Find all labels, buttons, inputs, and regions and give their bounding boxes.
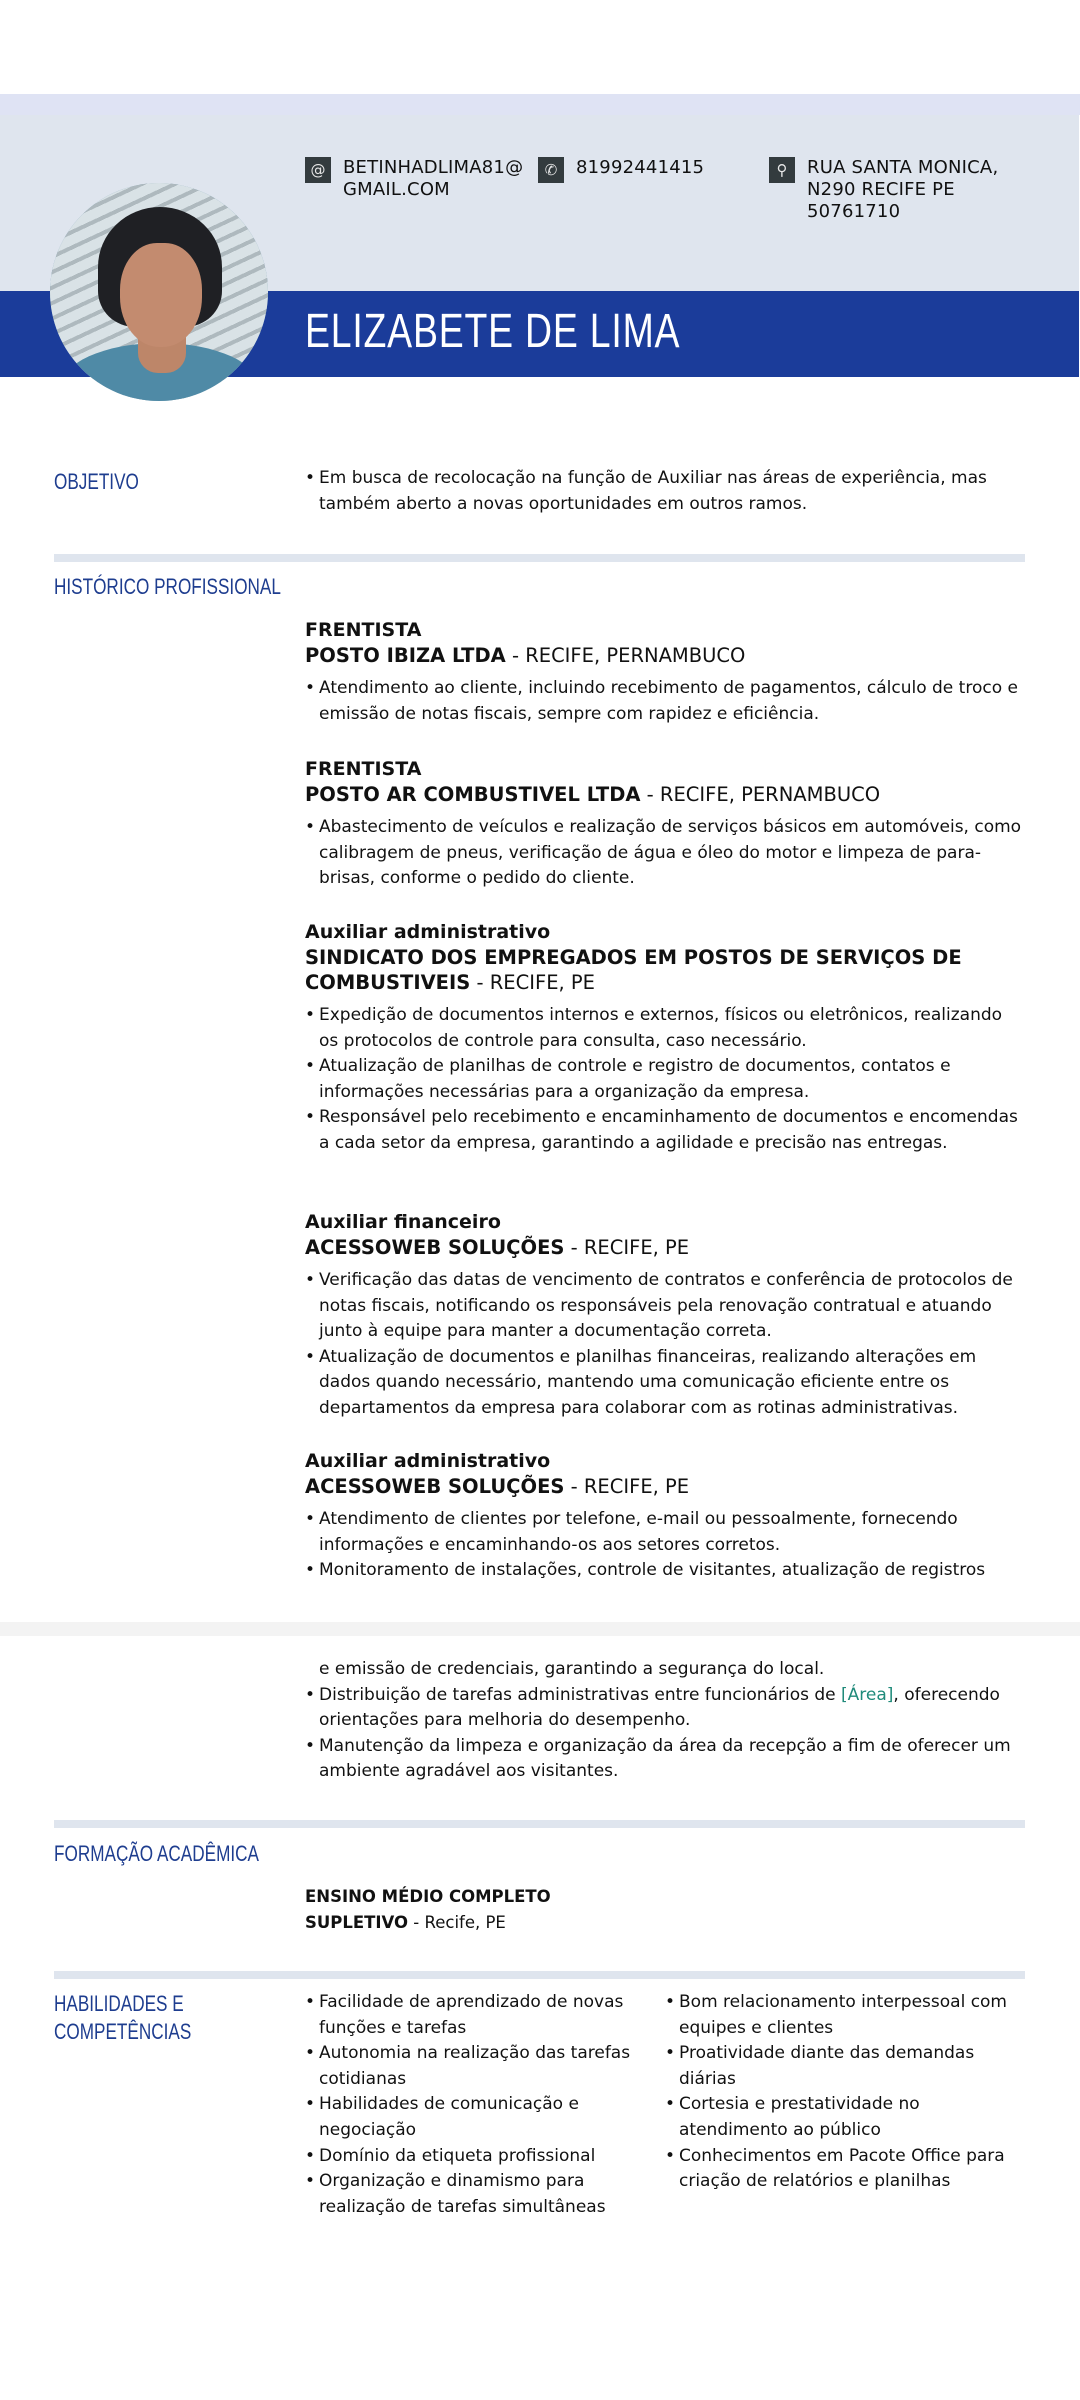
job-location: - RECIFE, PE [564, 1236, 690, 1259]
section-heading-skills [54, 1990, 191, 2046]
job-company-line [305, 643, 1025, 668]
skill-item: • Cortesia e prestatividade no atendimento ao público [665, 2092, 1010, 2143]
job-bullet: • Monitoramento de instalações, controle de visitantes, atualização de registros [305, 1558, 1025, 1584]
job-title: FRENTISTA [305, 619, 422, 641]
skill-item: • Habilidades de comunicação e negociação [305, 2092, 650, 2143]
company-name: POSTO AR COMBUSTIVEL LTDA [305, 783, 641, 806]
skills-heading-line-1: HABILIDADES E [54, 1991, 184, 2016]
job-title: Auxiliar financeiro [305, 1211, 501, 1233]
company-name: ACESSOWEB SOLUÇÕES [305, 1236, 565, 1259]
contact-phone [538, 157, 704, 183]
job-bullet: • Abastecimento de veículos e realização de serviços básicos em automóveis, como calibragem de pneus, verificação de água e óleo do motor e limpeza de para-brisas, conforme o pedido do cliente. [305, 815, 1025, 892]
objective-content [305, 466, 1025, 517]
skills-heading-line-2: COMPETÊNCIAS [54, 2019, 192, 2044]
email-line-1: BETINHADLIMA81@ [343, 157, 524, 178]
education-school: SUPLETIVO [305, 1913, 409, 1932]
page-break [0, 1622, 1080, 1636]
profile-photo [50, 183, 268, 401]
skills-list-right [665, 1990, 1010, 2195]
job-entry [305, 1210, 1025, 1422]
education-school-line [305, 1910, 1025, 1936]
job-bullet: • Atualização de planilhas de controle e registro de documentos, contatos e informações necessárias para a organização da empresa. [305, 1054, 1025, 1105]
job-company-line [305, 1235, 1025, 1260]
job-bullet: • Atualização de documentos e planilhas financeiras, realizando alterações em dados quando necessário, mantendo uma comunicação eficiente entre os departamentos da empresa para colaborar com as rotinas administrativas. [305, 1345, 1025, 1422]
job-title: Auxiliar administrativo [305, 1450, 551, 1472]
at-icon: @ [305, 157, 331, 183]
skill-item: • Proatividade diante das demandas diárias [665, 2041, 1010, 2092]
job-location: - RECIFE, PERNAMBUCO [640, 783, 881, 806]
skill-item: • Conhecimentos em Pacote Office para criação de relatórios e planilhas [665, 2144, 1010, 2195]
job-company-line [305, 945, 1025, 995]
job-bullet: • Distribuição de tarefas administrativas entre funcionários de [Área], oferecendo orientações para melhoria do desempenho. [305, 1683, 1025, 1734]
job-bullet: • Verificação das datas de vencimento de contratos e conferência de protocolos de notas fiscais, notificando os responsáveis pela renovação contratual e atuando junto à equipe para manter a documentação correta. [305, 1268, 1025, 1345]
company-name: ACESSOWEB SOLUÇÕES [305, 1475, 565, 1498]
job-bullet: • Atendimento ao cliente, incluindo recebimento de pagamentos, cálculo de troco e emissão de notas fiscais, sempre com rapidez e eficiência. [305, 676, 1025, 727]
job-location: - RECIFE, PE [564, 1475, 690, 1498]
address-line-1: RUA SANTA MONICA, [807, 157, 999, 178]
skill-item: • Organização e dinamismo para realização de tarefas simultâneas [305, 2169, 650, 2220]
section-heading-objective: OBJETIVO [54, 469, 139, 494]
section-divider [54, 1971, 1025, 1979]
skill-item: • Domínio da etiqueta profissional [305, 2144, 650, 2170]
section-divider [54, 554, 1025, 562]
skill-item: • Autonomia na realização das tarefas cotidianas [305, 2041, 650, 2092]
job-company-line [305, 1474, 1025, 1499]
skill-item: • Bom relacionamento interpessoal com equipes e clientes [665, 1990, 1010, 2041]
job-location: - RECIFE, PERNAMBUCO [505, 644, 746, 667]
contact-email [305, 157, 523, 201]
job-entry [305, 757, 1025, 892]
phone-number: 81992441415 [576, 157, 705, 178]
skills-list-left [305, 1990, 650, 2220]
phone-icon: ✆ [538, 157, 564, 183]
job-bullet-continuation: e emissão de credenciais, garantindo a segurança do local. [319, 1659, 825, 1679]
education-degree: ENSINO MÉDIO COMPLETO [305, 1887, 551, 1906]
job-entry [305, 1449, 1025, 1584]
job-bullet: • Responsável pelo recebimento e encaminhamento de documentos e encomendas a cada setor da empresa, garantindo a agilidade e precisão nas entregas. [305, 1105, 1025, 1156]
skill-item: • Facilidade de aprendizado de novas funções e tarefas [305, 1990, 650, 2041]
job-entry [305, 618, 1025, 727]
address-line-3: 50761710 [807, 201, 901, 222]
objective-item: • Em busca de recolocação na função de Auxiliar nas áreas de experiência, mas também aberto a novas oportunidades em outros ramos. [305, 466, 1025, 517]
top-accent-strip [0, 94, 1080, 115]
email-line-2: GMAIL.COM [343, 179, 450, 200]
area-placeholder-link[interactable]: [Área] [841, 1684, 894, 1705]
education-entry [305, 1884, 1025, 1936]
candidate-name: ELIZABETE DE LIMA [305, 305, 681, 358]
job-location: - RECIFE, PE [470, 971, 595, 994]
section-divider [54, 1820, 1025, 1828]
contact-address [769, 157, 1047, 223]
job-bullet: • Expedição de documentos internos e externos, físicos ou eletrônicos, realizando os protocolos de controle para consulta, caso necessário. [305, 1003, 1025, 1054]
job-title: Auxiliar administrativo [305, 921, 551, 943]
job-company-line [305, 782, 1025, 807]
job-entry [305, 920, 1025, 1157]
section-heading-history: HISTÓRICO PROFISSIONAL [54, 574, 281, 599]
company-name: SINDICATO DOS EMPREGADOS EM POSTOS DE SERVIÇOS DE COMBUSTIVEIS [305, 946, 962, 994]
job-entry-continued [305, 1657, 1025, 1785]
section-heading-education: FORMAÇÃO ACADÊMICA [54, 1841, 259, 1866]
education-location: - Recife, PE [408, 1913, 506, 1932]
job-bullet: • Manutenção da limpeza e organização da área da recepção a fim de oferecer um ambiente agradável aos visitantes. [305, 1734, 1025, 1785]
location-pin-icon: ⚲ [769, 157, 795, 183]
company-name: POSTO IBIZA LTDA [305, 644, 506, 667]
job-bullet: • Atendimento de clientes por telefone, e-mail ou pessoalmente, fornecendo informações e encaminhando-os aos setores corretos. [305, 1507, 1025, 1558]
job-title: FRENTISTA [305, 758, 422, 780]
address-line-2: N290 RECIFE PE [807, 179, 955, 200]
